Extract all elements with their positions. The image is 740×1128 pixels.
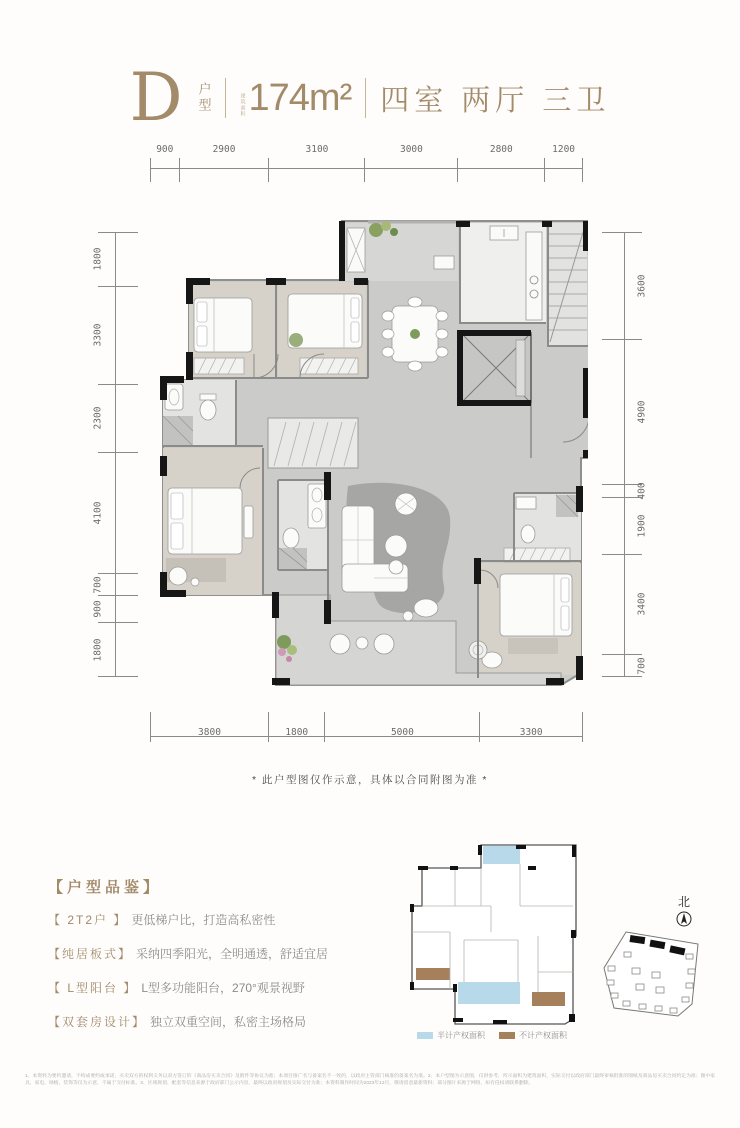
feature-item — [48, 911, 388, 928]
area-group — [240, 79, 352, 117]
dimension-label: 2800 — [489, 144, 513, 155]
unit-type-label: 户型 — [196, 82, 212, 114]
plan-disclaimer: * 此户型图仅作示意，具体以合同附图为准 * — [251, 774, 488, 786]
legend-label: 半计产权面积 — [437, 1031, 485, 1040]
dimension-label: 1900 — [636, 514, 648, 538]
area-legend — [398, 1030, 586, 1041]
dimension-label: 4900 — [636, 400, 648, 424]
dimension-label: 2300 — [92, 406, 104, 430]
north-arrow-icon — [677, 895, 691, 926]
dimension-label: 4100 — [92, 501, 104, 525]
title-divider — [225, 78, 226, 118]
bedroom-4 — [478, 548, 581, 675]
bathroom-2 — [278, 480, 328, 570]
dimension-label: 1800 — [92, 638, 104, 662]
right-dimension-ruler — [616, 232, 652, 677]
feature-label: 【双套房设计】 — [48, 1015, 147, 1029]
excluded-area-swatch — [499, 1032, 515, 1039]
dimension-label: 1800 — [92, 247, 104, 271]
dimension-label: 400 — [636, 482, 648, 500]
feature-label: 【纯居板式】 — [48, 947, 133, 961]
feature-item — [48, 979, 388, 996]
utility-closet — [347, 228, 365, 272]
half-area-swatch — [417, 1032, 433, 1039]
site-plan — [598, 888, 716, 1038]
dimension-label: 1200 — [552, 144, 576, 155]
legend-label: 不计产权面积 — [519, 1031, 567, 1040]
legal-text: 1、本资料为要约邀请，不构成要约或承诺，买卖双方的权利义务以双方签订的《商品房买卖合同》及附件等协议为准；本项目推广名与备案名不一致的，以政府主管部门核准的备案名为准。2、本户型图为示意图，仅供参考，所示面积为建筑面积，实际交付以政府部门最终审核批准的图纸及商品房买卖合同约定为准；图中家具、家电、绿植、装饰等仅为示意，不属于交付标准。3、区域规划、配套等信息来源于政府部门公示内容，最终以政府规划及实际交付为准；本资料制作时间为2023年12月，敬请留意最新资料；部分图片来源于网络，如有侵权请联系删除。 — [25, 1072, 715, 1086]
bedroom-3 — [278, 282, 366, 378]
dimension-label: 3600 — [636, 274, 648, 298]
shoe-cabinet — [434, 256, 454, 269]
legend-half-area — [417, 1030, 485, 1041]
feature-list — [48, 876, 388, 1047]
feature-text: 采纳四季阳光，全明通透，舒适宜居 — [136, 947, 329, 961]
bathroom-1 — [163, 380, 236, 446]
feature-label: 【 2T2户 】 — [48, 913, 128, 927]
walkin-closet — [268, 418, 358, 468]
dimension-label: 700 — [92, 575, 104, 594]
feature-title: 【户型品鉴】 — [48, 879, 163, 896]
feature-text: L型多功能阳台，270°观景视野 — [141, 981, 305, 995]
dimension-label: 3000 — [399, 144, 423, 155]
room-count-label: 四室 两厅 三卫 — [380, 84, 611, 117]
dimension-label: 900 — [92, 600, 104, 618]
dimension-label: 3300 — [92, 323, 104, 347]
area-value: 174m² — [248, 77, 352, 119]
dimension-label: 3300 — [519, 727, 543, 738]
dimension-label: 2900 — [212, 144, 236, 155]
area-key-plan — [398, 842, 586, 1028]
feature-text: 独立双重空间，私密主场格局 — [150, 1015, 307, 1029]
bottom-dimension-ruler — [150, 706, 583, 742]
svg-text:北: 北 — [677, 895, 691, 909]
title-divider — [365, 78, 366, 118]
dimension-label: 3100 — [305, 144, 329, 155]
feature-label: 【 L型阳台 】 — [48, 981, 138, 995]
feature-item — [48, 1013, 388, 1030]
feature-item — [48, 945, 388, 962]
dimension-label: 5000 — [390, 727, 414, 738]
left-dimension-ruler — [88, 232, 124, 677]
dimension-label: 1800 — [285, 727, 309, 738]
feature-text: 更低梯户比，打造高私密性 — [131, 913, 276, 927]
unit-type-letter: D — [129, 59, 183, 136]
page-title — [0, 56, 740, 140]
main-floorplan — [148, 218, 588, 692]
bedroom-2 — [189, 282, 275, 378]
kitchen — [460, 223, 546, 323]
legal-disclaimer — [25, 1072, 715, 1097]
dimension-label: 3400 — [636, 593, 648, 616]
master-bedroom — [163, 448, 263, 595]
dimension-label: 700 — [636, 657, 648, 675]
legend-excluded-area — [499, 1030, 567, 1041]
area-prefix: 建筑面积 — [239, 93, 246, 117]
stairwell — [548, 223, 588, 346]
dimension-label: 900 — [156, 144, 174, 155]
dimension-label: 3800 — [198, 727, 221, 738]
top-dimension-ruler — [150, 146, 583, 182]
elevator-shaft — [461, 333, 531, 403]
